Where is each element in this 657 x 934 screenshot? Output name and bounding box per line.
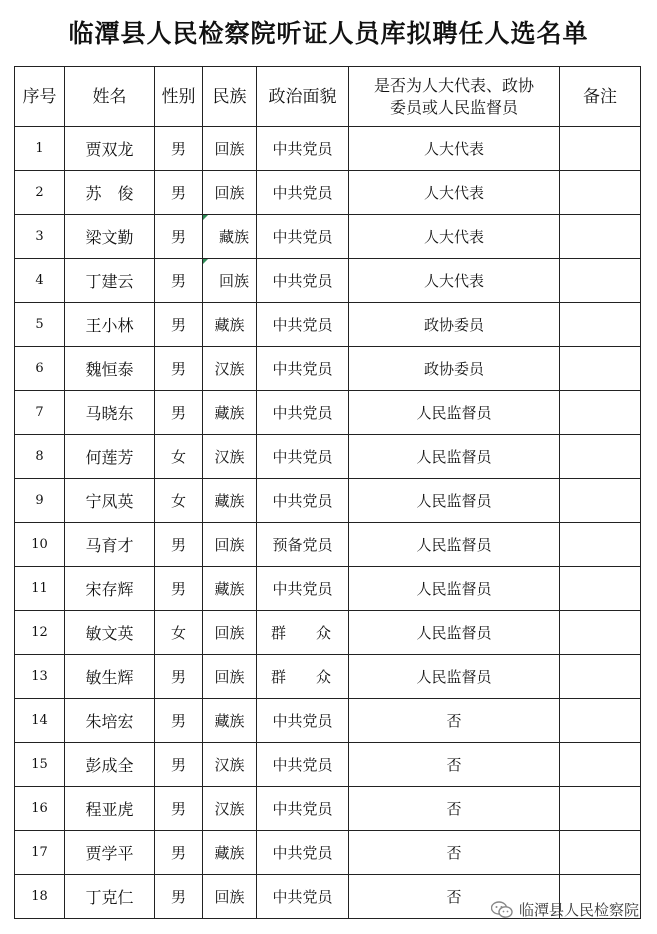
table-row (15, 787, 641, 831)
cell-ethnicity: 回族 (203, 127, 257, 171)
cell-role: 人大代表 (349, 171, 560, 215)
cell-political: 中共党员 (257, 567, 349, 611)
page-title: 临潭县人民检察院听证人员库拟聘任人选名单 (68, 19, 589, 48)
cell-name: 魏恒泰 (65, 347, 155, 391)
table-row (15, 215, 641, 259)
cell-gender: 男 (155, 215, 203, 259)
cell-role: 否 (349, 831, 560, 875)
cell-political: 中共党员 (257, 875, 349, 919)
cell-name: 贾双龙 (65, 127, 155, 171)
cell-name: 敏生辉 (65, 655, 155, 699)
cell-role: 人民监督员 (349, 523, 560, 567)
cell-remark (560, 171, 641, 215)
table-row (15, 699, 641, 743)
cell-no: 9 (15, 479, 65, 523)
cell-gender: 男 (155, 259, 203, 303)
cell-ethnicity: 汉族 (203, 435, 257, 479)
cell-ethnicity: 回族 (203, 655, 257, 699)
cell-name: 梁文勤 (65, 215, 155, 259)
cell-role: 人民监督员 (349, 391, 560, 435)
col-role-line2: 委员或人民监督员 (389, 97, 518, 117)
cell-no: 3 (15, 215, 65, 259)
cell-ethnicity: 藏族 (203, 303, 257, 347)
cell-name: 宁凤英 (65, 479, 155, 523)
cell-role: 人民监督员 (349, 435, 560, 479)
cell-ethnicity: 藏族 (203, 215, 257, 259)
cell-role: 政协委员 (349, 347, 560, 391)
cell-ethnicity: 藏族 (203, 479, 257, 523)
cell-name: 丁建云 (65, 259, 155, 303)
cell-remark (560, 215, 641, 259)
cell-ethnicity: 汉族 (203, 347, 257, 391)
col-role (349, 67, 560, 127)
cell-no: 10 (15, 523, 65, 567)
cell-gender: 男 (155, 699, 203, 743)
cell-remark (560, 523, 641, 567)
col-role-line1: 是否为人大代表、政协 (373, 75, 534, 95)
cell-no: 11 (15, 567, 65, 611)
table-row (15, 611, 641, 655)
table-row (15, 743, 641, 787)
cell-no: 16 (15, 787, 65, 831)
cell-role: 否 (349, 875, 560, 919)
cell-remark (560, 699, 641, 743)
cell-remark (560, 611, 641, 655)
cell-remark (560, 259, 641, 303)
cell-role: 人民监督员 (349, 611, 560, 655)
cell-role: 人民监督员 (349, 655, 560, 699)
cell-political: 中共党员 (257, 787, 349, 831)
col-no: 序号 (15, 67, 65, 127)
cell-political: 中共党员 (257, 391, 349, 435)
cell-political: 中共党员 (257, 435, 349, 479)
cell-role: 否 (349, 699, 560, 743)
cell-remark (560, 655, 641, 699)
cell-role: 人大代表 (349, 127, 560, 171)
cell-ethnicity: 回族 (203, 611, 257, 655)
cell-ethnicity: 藏族 (203, 391, 257, 435)
table-row (15, 655, 641, 699)
cell-gender: 男 (155, 831, 203, 875)
cell-role: 人民监督员 (349, 567, 560, 611)
cell-gender: 男 (155, 655, 203, 699)
cell-no: 2 (15, 171, 65, 215)
cell-remark (560, 347, 641, 391)
cell-ethnicity: 汉族 (203, 743, 257, 787)
cell-no: 14 (15, 699, 65, 743)
cell-political: 中共党员 (257, 699, 349, 743)
cell-ethnicity: 汉族 (203, 787, 257, 831)
cell-role: 人大代表 (349, 259, 560, 303)
cell-political: 中共党员 (257, 127, 349, 171)
table-row (15, 391, 641, 435)
cell-name: 彭成全 (65, 743, 155, 787)
cell-name: 敏文英 (65, 611, 155, 655)
col-political: 政治面貌 (257, 67, 349, 127)
table-row (15, 567, 641, 611)
table-row (15, 259, 641, 303)
watermark-text: 临潭县人民检察院 (518, 901, 639, 919)
cell-name: 苏 俊 (65, 171, 155, 215)
cell-political: 中共党员 (257, 831, 349, 875)
candidate-table (14, 66, 641, 919)
cell-gender: 男 (155, 171, 203, 215)
cell-remark (560, 303, 641, 347)
cell-gender: 男 (155, 743, 203, 787)
cell-role: 否 (349, 787, 560, 831)
cell-no: 8 (15, 435, 65, 479)
cell-gender: 女 (155, 435, 203, 479)
cell-political: 群 众 (257, 655, 349, 699)
cell-role: 政协委员 (349, 303, 560, 347)
cell-role: 人民监督员 (349, 479, 560, 523)
cell-ethnicity: 藏族 (203, 831, 257, 875)
cell-no: 4 (15, 259, 65, 303)
cell-political: 中共党员 (257, 303, 349, 347)
cell-gender: 男 (155, 875, 203, 919)
cell-name: 马育才 (65, 523, 155, 567)
table-row (15, 347, 641, 391)
table-row (15, 127, 641, 171)
watermark (491, 899, 639, 920)
cell-political: 中共党员 (257, 171, 349, 215)
cell-ethnicity: 回族 (203, 259, 257, 303)
cell-ethnicity: 回族 (203, 875, 257, 919)
table-row (15, 831, 641, 875)
cell-gender: 男 (155, 567, 203, 611)
cell-political: 群 众 (257, 611, 349, 655)
cell-gender: 男 (155, 347, 203, 391)
cell-no: 13 (15, 655, 65, 699)
cell-gender: 男 (155, 303, 203, 347)
cell-gender: 男 (155, 391, 203, 435)
cell-remark (560, 435, 641, 479)
cell-name: 马晓东 (65, 391, 155, 435)
cell-name: 程亚虎 (65, 787, 155, 831)
cell-remark (560, 567, 641, 611)
cell-name: 贾学平 (65, 831, 155, 875)
cell-name: 王小林 (65, 303, 155, 347)
cell-name: 何莲芳 (65, 435, 155, 479)
cell-no: 17 (15, 831, 65, 875)
cell-gender: 男 (155, 787, 203, 831)
cell-remark (560, 391, 641, 435)
table-row (15, 303, 641, 347)
cell-remark (560, 787, 641, 831)
table-row (15, 435, 641, 479)
cell-remark (560, 743, 641, 787)
cell-name: 朱培宏 (65, 699, 155, 743)
col-gender: 性别 (155, 67, 203, 127)
cell-gender: 男 (155, 523, 203, 567)
cell-name: 丁克仁 (65, 875, 155, 919)
cell-gender: 女 (155, 479, 203, 523)
cell-role: 否 (349, 743, 560, 787)
cell-remark (560, 831, 641, 875)
cell-ethnicity: 回族 (203, 171, 257, 215)
table-row (15, 171, 641, 215)
cell-political: 中共党员 (257, 347, 349, 391)
col-ethnicity: 民族 (203, 67, 257, 127)
cell-no: 5 (15, 303, 65, 347)
header-row (15, 67, 641, 127)
cell-gender: 男 (155, 127, 203, 171)
cell-ethnicity: 回族 (203, 523, 257, 567)
cell-no: 7 (15, 391, 65, 435)
cell-political: 中共党员 (257, 259, 349, 303)
cell-remark (560, 127, 641, 171)
cell-no: 12 (15, 611, 65, 655)
cell-no: 18 (15, 875, 65, 919)
cell-political: 中共党员 (257, 215, 349, 259)
cell-role: 人大代表 (349, 215, 560, 259)
col-remark: 备注 (560, 67, 641, 127)
table-row (15, 523, 641, 567)
cell-no: 1 (15, 127, 65, 171)
cell-political: 中共党员 (257, 479, 349, 523)
cell-no: 6 (15, 347, 65, 391)
wechat-icon (491, 901, 513, 919)
cell-name: 宋存辉 (65, 567, 155, 611)
cell-gender: 女 (155, 611, 203, 655)
cell-ethnicity: 藏族 (203, 567, 257, 611)
cell-political: 中共党员 (257, 743, 349, 787)
cell-ethnicity: 藏族 (203, 699, 257, 743)
cell-remark (560, 479, 641, 523)
cell-political: 预备党员 (257, 523, 349, 567)
cell-no: 15 (15, 743, 65, 787)
col-name: 姓名 (65, 67, 155, 127)
table-row (15, 479, 641, 523)
